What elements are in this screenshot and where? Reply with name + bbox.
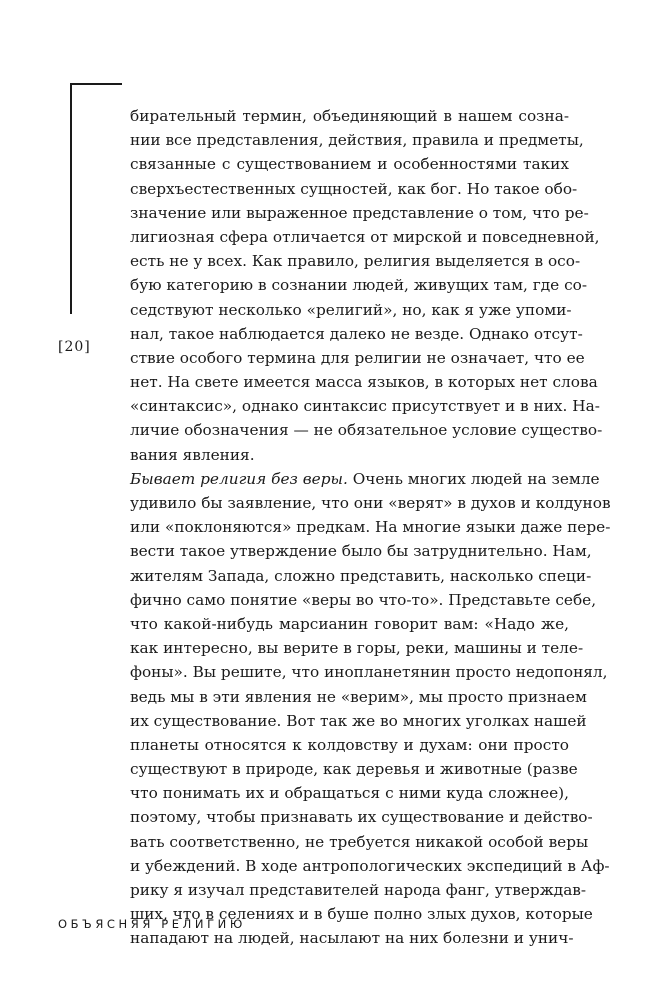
text-line: нападают на людей, насылают на них болезни и унич- — [130, 929, 574, 948]
body-text — [130, 104, 611, 951]
text-line: вания явления. — [130, 445, 255, 464]
italic-lead: Бывает религия без веры. — [130, 469, 348, 488]
text-line: ших, что в селениях и в буше полно злых духов, которые — [130, 905, 593, 924]
corner-bracket-vertical — [70, 83, 72, 314]
text-line: нии все представления, действия, правила и предметы, — [130, 131, 584, 150]
text-line: связанные с существованием и особенностями таких — [130, 155, 569, 174]
text-line: нет. На свете имеется масса языков, в которых нет слова — [130, 373, 598, 392]
text-line: и убеждений. В ходе антропологических экспедиций в Аф- — [130, 856, 610, 875]
text-line: сверхъестественных сущностей, как бог. Но такое обо- — [130, 179, 578, 198]
text-line: лигиозная сфера отличается от мирской и повседневной, — [130, 227, 600, 246]
text-line: седствуют несколько «религий», но, как я уже упоми- — [130, 300, 572, 319]
text-line: значение или выраженное представление о том, что ре- — [130, 203, 589, 222]
running-footer-title: ОБЪЯСНЯЯ РЕЛИГИЮ — [58, 917, 246, 931]
text-line: их существование. Вот так же во многих уголках нашей — [130, 711, 587, 730]
text-line: планеты относятся к колдовству и духам: они просто — [130, 735, 569, 754]
text-line: рику я изучал представителей народа фанг, утверждав- — [130, 881, 587, 899]
text-line: что какой-нибудь марсианин говорит вам: «Надо же, — [130, 614, 569, 633]
text-line: фоны». Вы решите, что инопланетянин просто недопонял, — [130, 663, 608, 682]
text-line: удивило бы заявление, что они «верят» в духов и колдунов — [130, 494, 611, 512]
text-line: вести такое утверждение было бы затруднительно. Нам, — [130, 542, 592, 561]
text-line: существуют в природе, как деревья и животные (разве — [130, 760, 578, 779]
lead-rest: Очень многих людей на земле — [347, 469, 600, 488]
corner-bracket-horizontal — [70, 83, 122, 85]
text-line: есть не у всех. Как правило, религия выделяется в осо- — [130, 252, 581, 271]
text-line: нал, такое наблюдается далеко не везде. Однако отсут- — [130, 324, 583, 343]
text-line: поэтому, чтобы признавать их существование и действо- — [130, 808, 593, 827]
paragraph-2 — [130, 467, 611, 951]
text-line: ведь мы в эти явления не «верим», мы просто признаем — [130, 687, 587, 706]
text-line: ствие особого термина для религии не означает, что ее — [130, 348, 585, 367]
text-line: что понимать их и обращаться с ними куда сложнее), — [130, 784, 569, 803]
page-number: [20] — [58, 339, 91, 355]
text-line: «синтаксис», однако синтаксис присутствует и в них. На- — [130, 397, 600, 416]
text-line: как интересно, вы верите в горы, реки, машины и теле- — [130, 639, 584, 658]
text-line: бирательный термин, объединяющий в нашем созна- — [130, 107, 569, 125]
text-line: личие обозначения — не обязательное условие существо- — [130, 421, 603, 440]
text-line: или «поклоняются» предкам. На многие языки даже пере- — [130, 518, 611, 537]
text-line — [130, 467, 600, 491]
text-line: бую категорию в сознании людей, живущих там, где со- — [130, 276, 588, 295]
text-line: фично само понятие «веры во что-то». Представьте себе, — [130, 590, 597, 609]
text-line: жителям Запада, сложно представить, насколько специ- — [130, 566, 592, 585]
paragraph-1 — [130, 104, 603, 467]
text-line: вать соответственно, не требуется никакой особой веры — [130, 832, 589, 851]
